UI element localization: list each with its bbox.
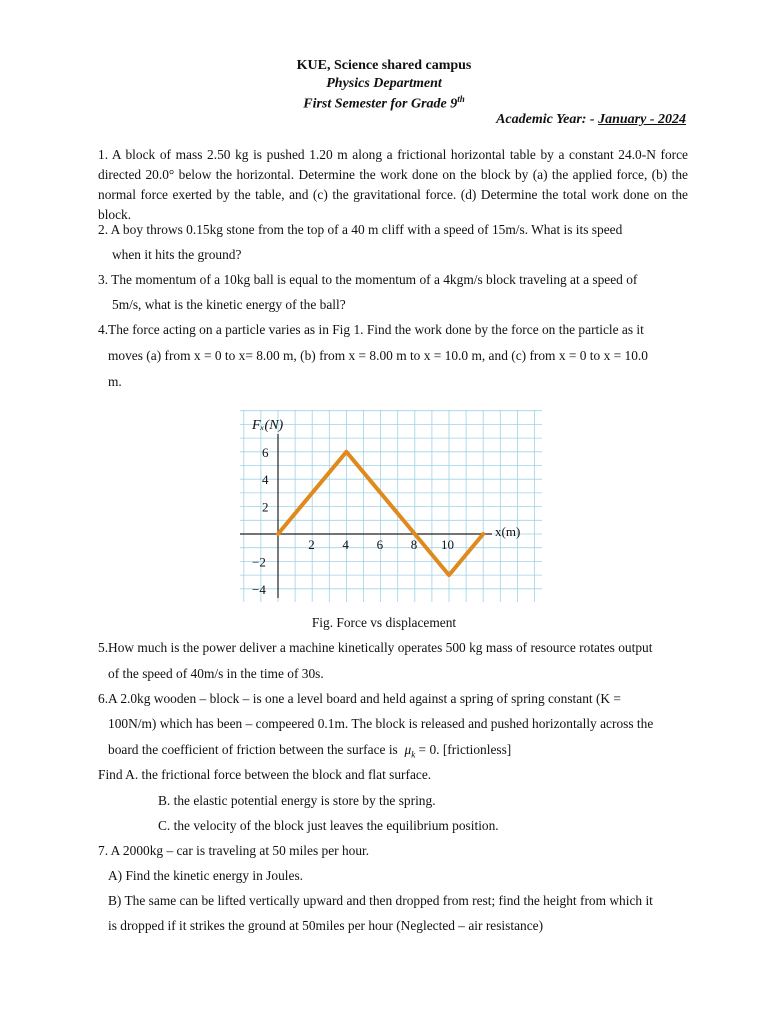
- question-3-line-1: 3. The momentum of a 10kg ball is equal to the momentum of a 4kgm/s block traveling at a speed of: [98, 272, 638, 287]
- y-tick-label: 6: [262, 444, 269, 460]
- y-axis-label: Fₓ(N): [252, 418, 284, 433]
- academic-year: Academic Year: - January - 2024: [496, 112, 686, 127]
- question-6-find-c: C. the velocity of the block just leaves the equilibrium position.: [158, 818, 499, 833]
- x-tick-label: 8: [410, 537, 418, 552]
- question-1: 1. A block of mass 2.50 kg is pushed 1.20 m along a frictional horizontal table by a constant 24.0-N force directed 20.0° below the horizontal. Determine the work done on the block by (a) the applied force, (b) the normal force exerted by the table, and (c) the gravitational force. (d) Determine the total work done on the block.: [98, 147, 688, 222]
- mu-symbol: μ: [404, 742, 412, 757]
- question-5-line-1: 5.How much is the power deliver a machine kinetically operates 500 kg mass of resource rotates output: [98, 640, 653, 655]
- question-7-b-line-1: B) The same can be lifted vertically upward and then dropped from rest; find the height from which it: [108, 893, 653, 908]
- force-displacement-chart: [240, 410, 542, 602]
- question-2-line-2: when it hits the ground?: [112, 247, 242, 262]
- y-tick-label: 2: [262, 499, 269, 515]
- question-6-line-2: 100N/m) which has been – compeered 0.1m. The block is released and pushed horizontally across the: [108, 716, 654, 731]
- semester-title: First Semester for Grade 9th: [303, 94, 465, 112]
- question-4-line-2: moves (a) from x = 0 to x= 8.00 m, (b) from x = 8.00 m to x = 10.0 m, and (c) from x = 0 to x = 10.0: [108, 348, 648, 363]
- y-tick-label: 4: [262, 472, 269, 488]
- figure-caption: Fig. Force vs displacement: [311, 615, 457, 630]
- question-6-find-a: Find A. the frictional force between the block and flat surface.: [98, 767, 432, 782]
- question-4-line-1: 4.The force acting on a particle varies as in Fig 1. Find the work done by the force on the particle as it: [98, 322, 644, 337]
- question-7-a: A) Find the kinetic energy in Joules.: [108, 868, 304, 883]
- question-4-line-3: m.: [108, 374, 122, 389]
- x-tick-label: 4: [342, 537, 349, 552]
- question-6-line-1: 6.A 2.0kg wooden – block – is one a level board and held against a spring of spring constant (K =: [98, 691, 621, 706]
- x-tick-label: 6: [376, 537, 384, 552]
- institution-title: KUE, Science shared campus: [296, 58, 472, 73]
- x-axis-label: x(m): [495, 524, 521, 539]
- y-tick-label: −4: [252, 581, 266, 597]
- x-tick-label: 10: [441, 537, 454, 552]
- question-6-line-3: board the coefficient of friction between the surface is $\mu_k = 0$. [frictionless]: [108, 742, 512, 760]
- question-7: 7. A 2000kg – car is traveling at 50 miles per hour.: [98, 843, 370, 858]
- department-title: Physics Department: [326, 76, 442, 91]
- question-3-line-2: 5m/s, what is the kinetic energy of the ball?: [112, 297, 346, 312]
- question-6-find-b: B. the elastic potential energy is store by the spring.: [158, 793, 436, 808]
- y-tick-label: −2: [252, 554, 266, 570]
- question-7-b-line-2: is dropped if it strikes the ground at 50miles per hour (Neglected – air resistance): [108, 918, 544, 933]
- question-5-line-2: of the speed of 40m/s in the time of 30s.: [108, 666, 324, 681]
- x-tick-label: 2: [308, 537, 315, 552]
- question-2-line-1: 2. A boy throws 0.15kg stone from the top of a 40 m cliff with a speed of 15m/s. What is its speed: [98, 222, 623, 237]
